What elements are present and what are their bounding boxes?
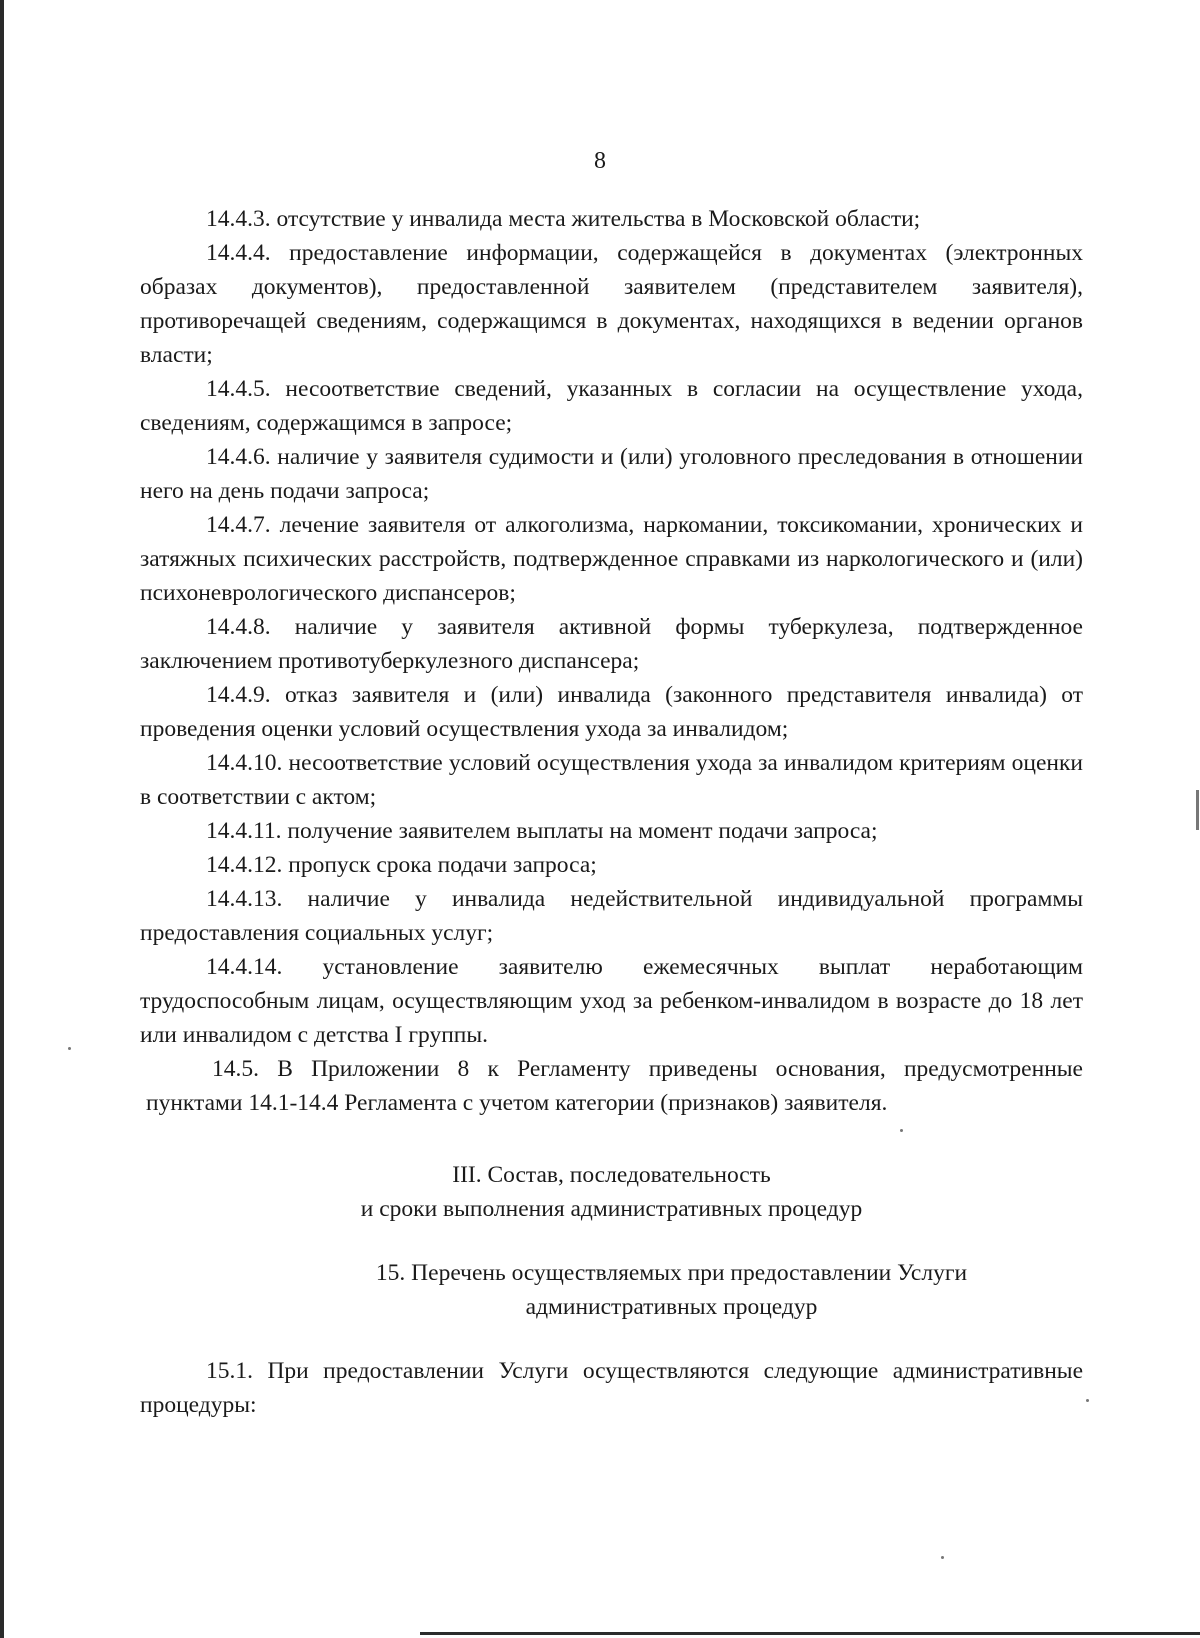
paragraph-14-4-10: 14.4.10. несоответствие условий осуществления ухода за инвалидом критериям оценки в соответствии с актом; <box>140 750 1083 810</box>
section-heading-line-1: III. Состав, последовательность <box>452 1162 771 1188</box>
subsection-heading-15 <box>140 1256 1083 1324</box>
scan-page-edge-bottom <box>420 1632 1200 1635</box>
paragraph-14-4-5: 14.4.5. несоответствие сведений, указанных в согласии на осуществление ухода, сведениям, содержащимся в запросе; <box>140 376 1083 436</box>
paragraph-15-1: 15.1. При предоставлении Услуги осуществляются следующие административные процедуры: <box>140 1358 1083 1418</box>
paragraph-14-4-4: 14.4.4. предоставление информации, содержащейся в документах (электронных образах документов), предоставленной заявителем (представителем заявителя), противоречащей сведениям, содержащимся в документах, находящихся в ведении органов власти; <box>140 240 1083 368</box>
paragraph-14-5: 14.5. В Приложении 8 к Регламенту приведены основания, предусмотренные пунктами 14.1-14.4 Регламента с учетом категории (признаков) заявителя. <box>146 1056 1083 1116</box>
scan-speck <box>1196 790 1199 830</box>
paragraph-14-4-14: 14.4.14. установление заявителю ежемесячных выплат неработающим трудоспособным лицам, осуществляющим уход за ребенком-инвалидом в возрасте до 18 лет или инвалидом с детства I группы. <box>140 954 1083 1048</box>
document-body <box>140 202 1083 1422</box>
paragraph-14-4-9: 14.4.9. отказ заявителя и (или) инвалида (законного представителя инвалида) от проведения оценки условий осуществления ухода за инвалидом; <box>140 682 1083 742</box>
subsection-heading-line-2: административных процедур <box>525 1294 818 1320</box>
paragraph-14-4-7: 14.4.7. лечение заявителя от алкоголизма, наркомании, токсикомании, хронических и затяжных психических расстройств, подтвержденное справками из наркологического и (или) психоневрологического диспансеров; <box>140 512 1083 606</box>
scan-speck <box>900 1129 903 1132</box>
scan-speck <box>941 1556 944 1559</box>
paragraph-14-4-6: 14.4.6. наличие у заявителя судимости и (или) уголовного преследования в отношении него на день подачи запроса; <box>140 444 1083 504</box>
paragraph-14-4-8: 14.4.8. наличие у заявителя активной формы туберкулеза, подтвержденное заключением противотуберкулезного диспансера; <box>140 614 1083 674</box>
paragraph-14-4-11: 14.4.11. получение заявителем выплаты на момент подачи запроса; <box>206 818 878 844</box>
section-heading-iii <box>140 1158 1083 1226</box>
page-number: 8 <box>594 148 606 174</box>
section-heading-line-2: и сроки выполнения административных процедур <box>360 1196 863 1222</box>
subsection-heading-line-1: 15. Перечень осуществляемых при предоставлении Услуги <box>375 1260 968 1286</box>
paragraph-14-4-3: 14.4.3. отсутствие у инвалида места жительства в Московской области; <box>206 206 921 232</box>
paragraph-14-4-12: 14.4.12. пропуск срока подачи запроса; <box>206 852 597 878</box>
scan-speck <box>1086 1399 1089 1402</box>
scan-page-edge-left <box>0 0 4 1638</box>
scan-speck <box>68 1047 71 1050</box>
paragraph-14-4-13: 14.4.13. наличие у инвалида недействительной индивидуальной программы предоставления социальных услуг; <box>140 886 1083 946</box>
